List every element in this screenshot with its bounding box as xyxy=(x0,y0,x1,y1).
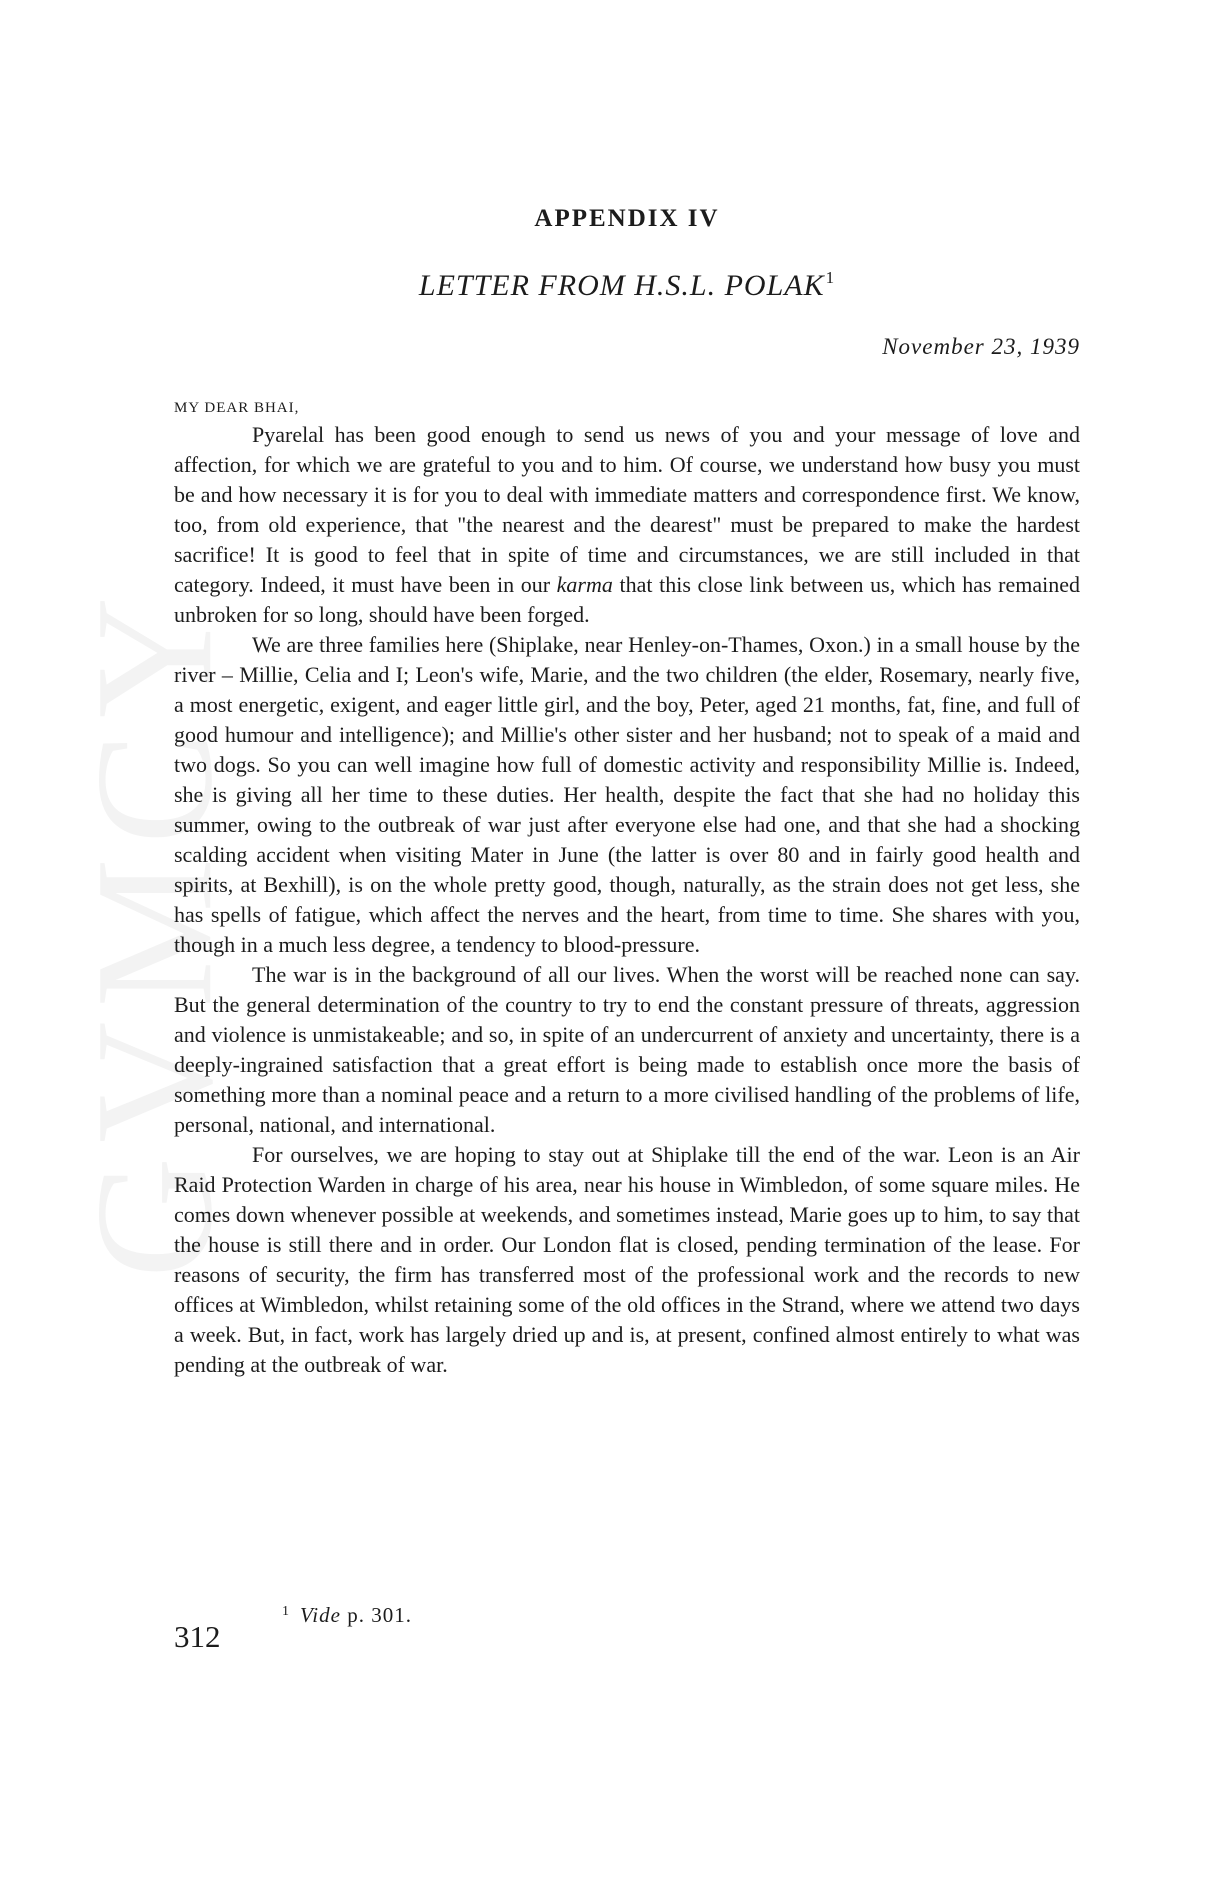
appendix-heading: APPENDIX IV xyxy=(534,205,720,232)
watermark-text: GVMCY xyxy=(61,582,248,1278)
paragraph-1-before: Pyarelal has been good enough to send us news of you and your message of love and affection, for which we are grateful to you and to him. Of course, we understand how busy you must be and how necessary it is for you to deal with immediate matters and correspondence first. We know, too, from old experience, that "the nearest and the dearest" must be prepared to make the hardest sacrifice! It is good to feel that in spite of time and circumstances, we are still included in that category. Indeed, it must have been in our xyxy=(174,422,1080,597)
paragraph-1-emphasis: karma xyxy=(556,572,613,597)
footnote-mark: 1 xyxy=(282,1604,290,1619)
paragraph-1 xyxy=(174,420,1080,630)
footnote-text: p. 301. xyxy=(340,1603,412,1627)
title-footnote-ref[interactable]: 1 xyxy=(825,268,836,287)
footnote xyxy=(282,1603,412,1628)
paragraph-1-after: that this close link between us, which has remained unbroken for so long, should have been forged. xyxy=(174,572,1081,627)
paragraph-2: We are three families here (Shiplake, near Henley-on-Thames, Oxon.) in a small house by the river – Millie, Celia and I; Leon's wife, Marie, and the two children (the elder, Rosemary, nearly five, a most energetic, exigent, and eager little girl, and the boy, Peter, aged 21 months, fat, fine, and full of good humour and intelligence); and Millie's other sister and her husband; not to speak of a maid and two dogs. So you can well imagine how full of domestic activity and responsibility Millie is. Indeed, she is giving all her time to these duties. Her health, despite the fact that she had no holiday this summer, owing to the outbreak of war just after everyone else had one, and that she had a shocking scalding accident when visiting Mater in June (the latter is over 80 and in fairly good health and spirits, at Bexhill), is on the whole pretty good, though, naturally, as the strain does not get less, she has spells of fatigue, which affect the nerves and the heart, from time to time. She shares with you, though in a much less degree, a tendency to blood-pressure. xyxy=(174,632,1080,957)
salutation: MY DEAR BHAI, xyxy=(174,400,300,416)
letter-date: November 23, 1939 xyxy=(882,334,1080,359)
paragraph-3: The war is in the background of all our lives. When the worst will be reached none can say. But the general determination of the country to try to end the constant pressure of threats, aggression and violence is unmistakeable; and so, in spite of an undercurrent of anxiety and uncertainty, there is a deeply-ingrained satisfaction that a great effort is being made to establish once more the basis of something more than a nominal peace and a return to a more civilised handling of the problems of life, personal, national, and international. xyxy=(174,962,1080,1137)
letter-title xyxy=(174,268,1080,303)
page-number: 312 xyxy=(174,1619,221,1654)
letter-body xyxy=(174,420,1080,1380)
footnote-emphasis: Vide xyxy=(300,1603,341,1627)
paragraph-4: For ourselves, we are hoping to stay out at Shiplake till the end of the war. Leon is an Air Raid Protection Warden in charge of his area, near his house in Wimbledon, of some square miles. He comes down whenever possible at weekends, and sometimes instead, Marie goes up to him, to say that the house is still there and in order. Our London flat is closed, pending termination of the lease. For reasons of security, the firm has transferred most of the professional work and the records to new offices at Wimbledon, whilst retaining some of the old offices in the Strand, where we attend two days a week. But, in fact, work has largely dried up and is, at present, confined almost entirely to what was pending at the outbreak of war. xyxy=(174,1142,1080,1377)
letter-title-text: LETTER FROM H.S.L. POLAK xyxy=(418,269,825,302)
